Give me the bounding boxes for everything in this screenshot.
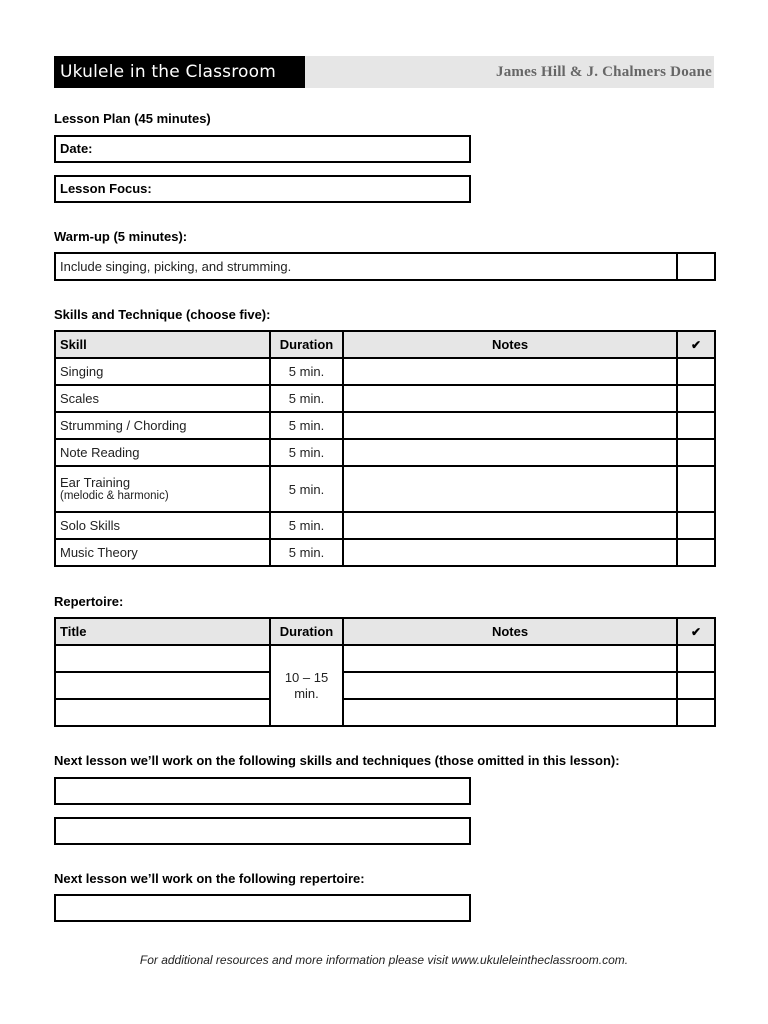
table-row [55,358,715,385]
skill-notes-cell[interactable] [343,385,677,412]
skill-column-header: Skill [55,331,270,358]
repertoire-heading: Repertoire: [54,594,124,609]
skill-check-cell[interactable] [677,539,715,566]
table-row [55,645,715,672]
skill-duration: 5 min. [270,439,343,466]
skill-name: Music Theory [55,539,270,566]
repertoire-check-cell[interactable] [677,699,715,726]
warmup-table [54,252,716,281]
authors: James Hill & J. Chalmers Doane [496,64,712,80]
skill-name: Strumming / Chording [55,412,270,439]
lesson-focus-label: Lesson Focus: [60,181,152,196]
skill-name: Scales [55,385,270,412]
table-row [55,439,715,466]
notes-column-header: Notes [343,618,677,645]
skill-notes-cell[interactable] [343,466,677,512]
skill-check-cell[interactable] [677,439,715,466]
skill-duration: 5 min. [270,385,343,412]
skill-check-cell[interactable] [677,358,715,385]
repertoire-title-cell[interactable] [55,672,270,699]
skill-notes-cell[interactable] [343,512,677,539]
skill-name: Singing [55,358,270,385]
skill-check-cell[interactable] [677,466,715,512]
duration-column-header: Duration [270,331,343,358]
next-repertoire-field[interactable] [54,894,471,922]
date-label: Date: [60,141,93,156]
skills-table [54,330,716,567]
table-row [55,466,715,512]
date-field[interactable] [54,135,471,163]
skill-check-cell[interactable] [677,385,715,412]
repertoire-title-cell[interactable] [55,645,270,672]
footer-note: For additional resources and more information please visit www.ukuleleintheclassroom.com. [139,953,629,967]
skill-name: Solo Skills [55,512,270,539]
repertoire-title-cell[interactable] [55,699,270,726]
table-row [55,412,715,439]
next-repertoire-heading: Next lesson we’ll work on the following repertoire: [54,871,365,886]
next-skills-field-2[interactable] [54,817,471,845]
repertoire-notes-cell[interactable] [343,699,677,726]
skill-name-cell [55,466,270,512]
skill-name: Note Reading [55,439,270,466]
check-column-header: ✔ [677,331,715,358]
skills-header-row [55,331,715,358]
warmup-row [55,253,715,280]
skill-duration: 5 min. [270,412,343,439]
table-row [55,539,715,566]
brand-logo: Ukulele in the Classroom [54,56,305,88]
skill-check-cell[interactable] [677,412,715,439]
skill-duration: 5 min. [270,358,343,385]
skill-check-cell[interactable] [677,512,715,539]
skills-heading: Skills and Technique (choose five): [54,307,271,322]
skill-duration: 5 min. [270,512,343,539]
table-row [55,699,715,726]
title-column-header: Title [55,618,270,645]
skill-duration: 5 min. [270,539,343,566]
repertoire-header-row [55,618,715,645]
lesson-plan-heading: Lesson Plan (45 minutes) [54,111,211,126]
duration-column-header: Duration [270,618,343,645]
warmup-text: Include singing, picking, and strumming. [55,253,677,280]
skill-name: Ear Training [60,475,131,490]
lesson-focus-field[interactable] [54,175,471,203]
table-row [55,672,715,699]
check-column-header: ✔ [677,618,715,645]
repertoire-duration: 10 – 15 min. [270,645,343,726]
skill-notes-cell[interactable] [343,358,677,385]
next-skills-field-1[interactable] [54,777,471,805]
repertoire-notes-cell[interactable] [343,672,677,699]
repertoire-check-cell[interactable] [677,645,715,672]
notes-column-header: Notes [343,331,677,358]
table-row [55,512,715,539]
table-row [55,385,715,412]
repertoire-check-cell[interactable] [677,672,715,699]
warmup-heading: Warm-up (5 minutes): [54,229,188,244]
skill-notes-cell[interactable] [343,539,677,566]
skill-duration: 5 min. [270,466,343,512]
skill-subtitle: (melodic & harmonic) [60,490,169,502]
skill-notes-cell[interactable] [343,439,677,466]
warmup-check-cell[interactable] [677,253,715,280]
repertoire-notes-cell[interactable] [343,645,677,672]
repertoire-table [54,617,716,727]
next-skills-heading: Next lesson we’ll work on the following skills and techniques (those omitted in this lesson): [54,753,620,768]
skill-notes-cell[interactable] [343,412,677,439]
